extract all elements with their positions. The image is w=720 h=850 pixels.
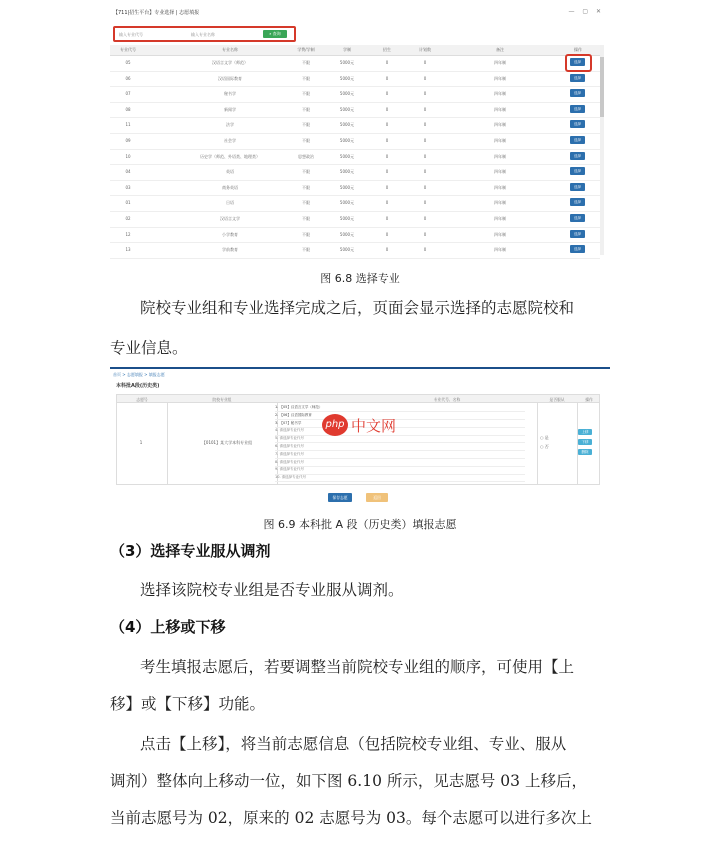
- major-slot[interactable]: 7. 请选择专业代号: [275, 451, 525, 459]
- obey-radio-yes[interactable]: ○ 是: [540, 435, 549, 440]
- section4-p1-line2: 移】或【下移】功能。: [110, 695, 266, 713]
- cell-fee: 5000元: [339, 106, 355, 112]
- cell-note: 四年制: [494, 231, 506, 237]
- cell-b: 0: [423, 247, 427, 253]
- cell-b: 0: [423, 169, 427, 175]
- figure-6-8-caption: 图 6.8 选择专业: [320, 272, 400, 285]
- cell-name: 汉语言文学（师范）: [212, 60, 248, 65]
- table-scrollbar[interactable]: [600, 45, 604, 255]
- cell-b: 0: [423, 106, 427, 112]
- cell-note: 四年制: [494, 138, 506, 143]
- search-button[interactable]: ⌕ 查询: [263, 30, 287, 38]
- cell-a: 0: [385, 91, 389, 97]
- table-row: [110, 164, 600, 181]
- table-row: [110, 149, 600, 166]
- table-row: [110, 133, 600, 150]
- cell-b: 0: [423, 60, 427, 65]
- cell-note: 四年制: [494, 200, 506, 206]
- college-major-group: 【0101】某大学本科专业组: [201, 440, 253, 445]
- watermark-text: 中文网: [351, 417, 397, 435]
- cell-fee: 5000元: [339, 153, 355, 159]
- major-slot[interactable]: 8. 请选择专业代号: [275, 459, 525, 467]
- volunteer-number: 1: [139, 440, 143, 445]
- obey-yes-label: 是: [544, 435, 549, 440]
- cell-b: 0: [423, 138, 427, 143]
- cell-fee: 5000元: [339, 122, 355, 128]
- table-row: [110, 71, 600, 88]
- table-row: [110, 195, 600, 212]
- major-slot[interactable]: 2. 【06】汉语国际教育: [275, 412, 525, 420]
- figure-6-9-screenshot: [110, 367, 610, 507]
- cell-a: 0: [385, 247, 389, 253]
- th-majors: 专业代号、名称: [433, 397, 461, 402]
- major-slot[interactable]: 9. 请选择专业代号: [275, 466, 525, 474]
- major-slot[interactable]: 6. 请选择专业代号: [275, 443, 525, 451]
- select-major-button[interactable]: 选择: [570, 120, 585, 128]
- save-volunteer-button[interactable]: 保存志愿: [328, 493, 352, 502]
- th-obey: 是否服从: [549, 397, 565, 402]
- th-ops: 操作: [585, 397, 593, 402]
- obey-radio-no[interactable]: ○ 否: [540, 444, 549, 449]
- col-divider: [537, 403, 538, 485]
- cell-note: 四年制: [494, 106, 506, 112]
- major-slot[interactable]: 4. 请选择专业代号: [275, 427, 525, 435]
- major-code-input[interactable]: 输入专业代号: [119, 32, 143, 37]
- cell-fee: 5000元: [339, 138, 355, 143]
- select-major-button[interactable]: 选择: [570, 136, 585, 144]
- section3-text: 选择该院校专业组是否专业服从调剂。: [140, 581, 404, 599]
- cell-fee: 5000元: [339, 200, 355, 206]
- move-up-button[interactable]: 上移: [578, 429, 592, 435]
- cell-a: 0: [385, 200, 389, 206]
- cell-a: 0: [385, 60, 389, 65]
- cell-note: 四年制: [494, 169, 506, 175]
- select-button-highlight: [565, 54, 592, 72]
- cell-a: 0: [385, 75, 389, 81]
- cell-name: 社会学: [224, 138, 236, 143]
- cell-name: 日语: [226, 200, 234, 206]
- th-note: 备注: [496, 47, 504, 52]
- th-action: 操作: [574, 47, 582, 52]
- cell-b: 0: [423, 216, 427, 221]
- cell-name: 秘书学: [224, 91, 236, 97]
- cell-name: 法学: [226, 122, 234, 128]
- select-major-button[interactable]: 选择: [570, 152, 585, 160]
- cell-fee: 5000元: [339, 60, 355, 65]
- cell-b: 0: [423, 184, 427, 190]
- cell-code: 08: [125, 106, 131, 112]
- cell-name: 学前教育: [222, 247, 238, 253]
- table-row: [110, 55, 600, 72]
- table-row: [110, 102, 600, 119]
- cell-code: 03: [125, 184, 131, 190]
- table-row: [110, 227, 600, 244]
- select-major-button[interactable]: 选择: [570, 89, 585, 97]
- paragraph1-line2: 专业信息。: [110, 339, 188, 357]
- cell-a: 0: [385, 138, 389, 143]
- cell-code: 06: [125, 75, 131, 81]
- table-row: [110, 180, 600, 197]
- cell-fee: 5000元: [339, 75, 355, 81]
- cell-code: 01: [125, 200, 131, 206]
- cell-type: 不限: [302, 138, 310, 143]
- delete-button[interactable]: 删除: [578, 449, 592, 455]
- cell-fee: 5000元: [339, 231, 355, 237]
- cell-code: 05: [125, 60, 131, 65]
- back-button[interactable]: 返回: [366, 493, 388, 502]
- obey-no-label: 否: [544, 444, 549, 449]
- cell-a: 0: [385, 231, 389, 237]
- move-down-button[interactable]: 下移: [578, 439, 592, 445]
- cell-a: 0: [385, 169, 389, 175]
- cell-name: 汉语国际教育: [218, 75, 242, 81]
- cell-type: 不限: [302, 169, 310, 175]
- cell-note: 四年制: [494, 60, 506, 65]
- cell-code: 12: [125, 231, 131, 237]
- cell-a: 0: [385, 216, 389, 221]
- cell-fee: 5000元: [339, 91, 355, 97]
- cell-name: 汉语言文学: [220, 216, 240, 221]
- cell-name: 商务英语: [222, 184, 238, 190]
- select-major-button[interactable]: 选择: [570, 245, 585, 253]
- th-fee: 学费/学制: [297, 47, 315, 52]
- th-plan: 计划数: [419, 47, 431, 52]
- major-slot[interactable]: 1. 【05】汉语言文学（师范）: [275, 404, 525, 412]
- cell-type: 不限: [302, 247, 310, 253]
- cell-note: 四年制: [494, 153, 506, 159]
- cell-type: 不限: [302, 60, 310, 65]
- cell-b: 0: [423, 75, 427, 81]
- select-major-button[interactable]: 选择: [570, 105, 585, 113]
- table-row: [110, 86, 600, 103]
- section4-p2-line3: 当前志愿号为 02，原来的 02 志愿号为 03。每个志愿可以进行多次上: [110, 809, 592, 827]
- cell-type: 不限: [302, 184, 310, 190]
- cell-code: 13: [125, 247, 131, 253]
- th-enroll: 招生: [383, 47, 391, 52]
- top-divider: [110, 367, 610, 369]
- th-name: 专业名称: [222, 47, 238, 52]
- cell-b: 0: [423, 91, 427, 97]
- cell-note: 四年制: [494, 216, 506, 221]
- section3-heading: （3）选择专业服从调剂: [110, 542, 271, 560]
- window-title: 【711|招生平台】专业选择 | 志愿填报: [113, 10, 200, 16]
- search-button-label: 查询: [272, 31, 281, 36]
- cell-code: 09: [125, 138, 131, 143]
- cell-fee: 5000元: [339, 169, 355, 175]
- cell-fee: 5000元: [339, 247, 355, 253]
- th-number: 志愿号: [136, 397, 148, 402]
- cell-type: 不限: [302, 75, 310, 81]
- cell-a: 0: [385, 122, 389, 128]
- cell-name: 小学教育: [222, 231, 238, 237]
- th-code: 专业代号: [120, 47, 136, 52]
- cell-code: 10: [125, 153, 131, 159]
- php-logo-badge: php: [322, 414, 348, 436]
- col-divider: [167, 403, 168, 485]
- cell-b: 0: [423, 200, 427, 206]
- cell-name: 新闻学: [224, 106, 236, 112]
- cell-code: 04: [125, 169, 131, 175]
- select-major-button[interactable]: 选择: [570, 230, 585, 238]
- cell-type: 不限: [302, 122, 310, 128]
- cell-code: 07: [125, 91, 131, 97]
- select-major-button[interactable]: 选择: [570, 214, 585, 222]
- paragraph1-line1: 院校专业组和专业选择完成之后，页面会显示选择的志愿院校和: [140, 299, 575, 317]
- cell-note: 四年制: [494, 247, 506, 253]
- th-years: 学制: [343, 47, 351, 52]
- volunteer-table-header: [116, 394, 600, 403]
- cell-type: 不限: [302, 200, 310, 206]
- major-slot[interactable]: 10. 请选择专业代号: [275, 474, 525, 482]
- section4-p2-line2: 调剂）整体向上移动一位，如下图 6.10 所示，见志愿号 03 上移后，: [110, 772, 587, 790]
- cell-type: 思想政治: [298, 153, 314, 159]
- breadcrumb[interactable]: 首页 > 志愿填报 > 填报志愿: [113, 372, 165, 377]
- cell-a: 0: [385, 153, 389, 159]
- cell-a: 0: [385, 184, 389, 190]
- select-major-button[interactable]: 选择: [570, 167, 585, 175]
- select-major-button[interactable]: 选择: [570, 58, 585, 66]
- cell-b: 0: [423, 122, 427, 128]
- cell-name: 英语: [226, 169, 234, 175]
- section4-p2-line1: 点击【上移】，将当前志愿信息（包括院校专业组、专业、服从: [140, 735, 567, 753]
- figure-6-8-screenshot: [110, 5, 610, 255]
- cell-type: 不限: [302, 216, 310, 221]
- select-major-button[interactable]: 选择: [570, 198, 585, 206]
- cell-fee: 5000元: [339, 216, 355, 221]
- cell-note: 四年制: [494, 184, 506, 190]
- cell-note: 四年制: [494, 122, 506, 128]
- cell-note: 四年制: [494, 91, 506, 97]
- select-major-button[interactable]: 选择: [570, 74, 585, 82]
- cell-name: 历史学（师范、外语类、地理类）: [200, 153, 260, 159]
- table-row: [110, 117, 600, 134]
- cell-b: 0: [423, 231, 427, 237]
- section4-heading: （4）上移或下移: [110, 618, 226, 636]
- select-major-button[interactable]: 选择: [570, 183, 585, 191]
- cell-a: 0: [385, 106, 389, 112]
- section-title: 本科批A段(历史类): [116, 383, 160, 389]
- th-group: 院校专业组: [212, 397, 232, 402]
- major-slot[interactable]: 5. 请选择专业代号: [275, 435, 525, 443]
- cell-code: 11: [125, 122, 131, 128]
- cell-note: 四年制: [494, 75, 506, 81]
- cell-fee: 5000元: [339, 184, 355, 190]
- cell-type: 不限: [302, 91, 310, 97]
- cell-type: 不限: [302, 106, 310, 112]
- window-controls[interactable]: — ▢ ✕: [568, 8, 604, 15]
- search-bar-highlighted: [113, 26, 296, 42]
- cell-type: 不限: [302, 231, 310, 237]
- table-row: [110, 242, 600, 259]
- scrollbar-thumb[interactable]: [600, 57, 604, 117]
- section4-p1-line1: 考生填报志愿后，若要调整当前院校专业组的顺序，可使用【上: [140, 658, 575, 676]
- table-row: [110, 211, 600, 228]
- cell-code: 02: [125, 216, 131, 221]
- cell-b: 0: [423, 153, 427, 159]
- major-slot[interactable]: 3. 【07】秘书学: [275, 420, 525, 428]
- figure-6-9-caption: 图 6.9 本科批 A 段（历史类）填报志愿: [263, 518, 457, 531]
- major-name-input[interactable]: 输入专业名称: [191, 32, 215, 37]
